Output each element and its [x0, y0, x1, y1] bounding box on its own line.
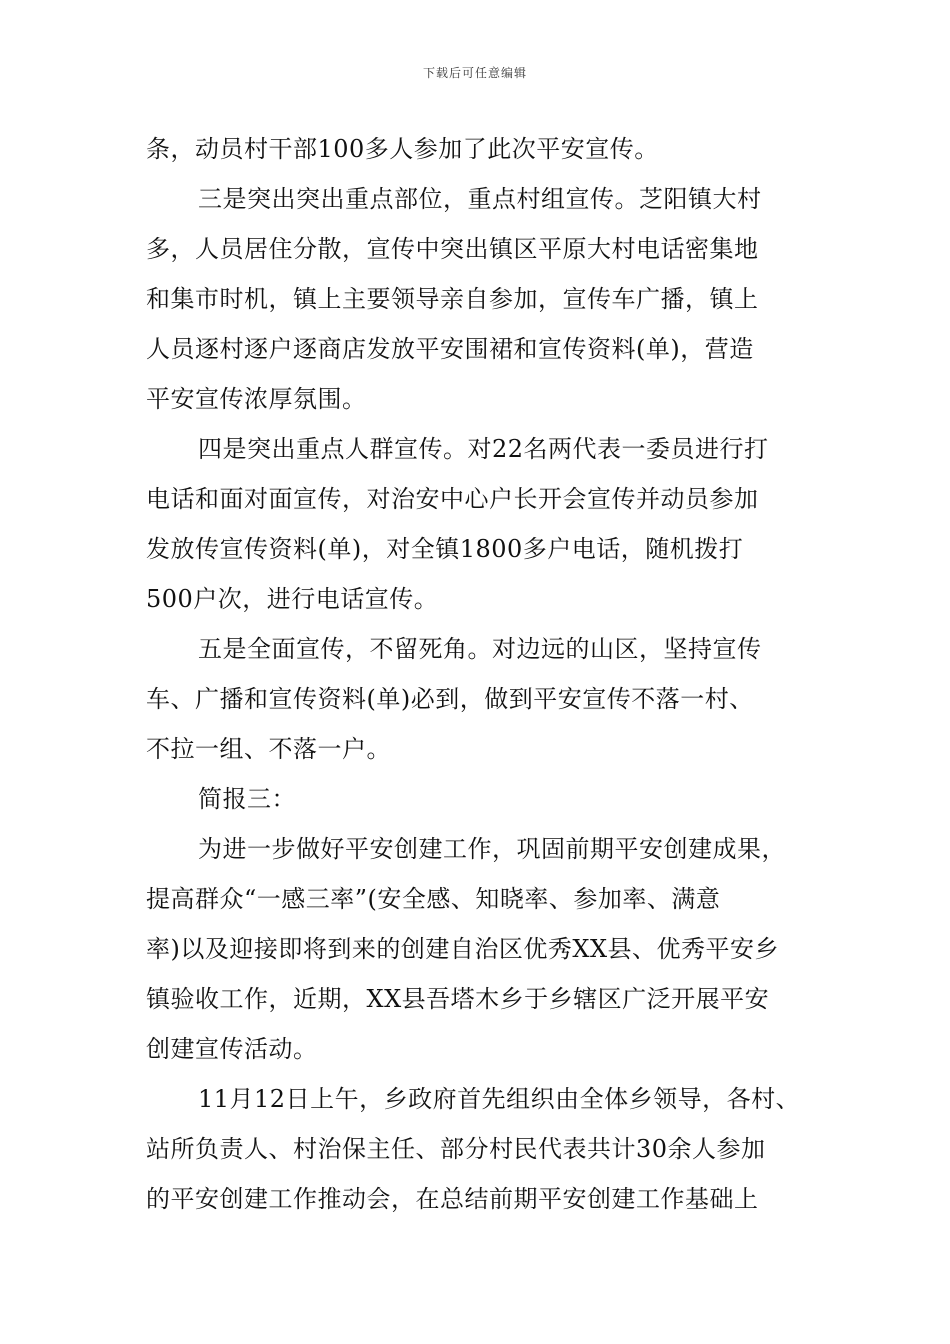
text-line: 五是全面宣传，不留死角。对边远的山区，坚持宣传: [198, 635, 762, 663]
paragraph: [146, 774, 826, 824]
text-line: 条，动员村干部100多人参加了此次平安宣传。: [146, 135, 659, 163]
paragraph: [146, 124, 826, 174]
page-header-note: 下载后可任意编辑: [422, 66, 527, 80]
paragraph: [146, 824, 826, 1074]
paragraph: [146, 624, 826, 774]
text-line: 创建宣传活动。: [146, 1035, 318, 1063]
text-line: 简报三：: [198, 785, 296, 813]
paragraph: [146, 424, 826, 624]
text-line: 人员逐村逐户逐商店发放平安围裙和宣传资料(单)，营造: [146, 335, 754, 363]
text-line: 四是突出重点人群宣传。对22名两代表一委员进行打: [198, 435, 769, 463]
text-line: 镇验收工作，近期，XX县吾塔木乡于乡辖区广泛开展平安: [146, 985, 770, 1013]
text-line: 500户次，进行电话宣传。: [146, 585, 439, 613]
document-body: [146, 124, 826, 1224]
text-line: 为进一步做好平安创建工作，巩固前期平安创建成果，: [198, 835, 786, 863]
text-line: 11月12日上午，乡政府首先组织由全体乡领导，各村、: [198, 1085, 801, 1113]
text-line: 多，人员居住分散，宣传中突出镇区平原大村电话密集地: [146, 235, 759, 263]
text-line: 提高群众“一感三率”(安全感、知晓率、参加率、满意: [146, 885, 721, 913]
text-line: 三是突出突出重点部位，重点村组宣传。芝阳镇大村: [198, 185, 762, 213]
text-line: 发放传宣传资料(单)，对全镇1800多户电话，随机拨打: [146, 535, 744, 563]
text-line: 平安宣传浓厚氛围。: [146, 385, 367, 413]
text-line: 车、广播和宣传资料(单)必到，做到平安宣传不落一村、: [146, 685, 754, 713]
text-line: 不拉一组、不落一户。: [146, 735, 391, 763]
text-line: 站所负责人、村治保主任、部分村民代表共计30余人参加: [146, 1135, 766, 1163]
text-line: 率)以及迎接即将到来的创建自治区优秀XX县、优秀平安乡: [146, 935, 780, 963]
text-line: 和集市时机，镇上主要领导亲自参加，宣传车广播，镇上: [146, 285, 759, 313]
text-line: 电话和面对面宣传，对治安中心户长开会宣传并动员参加: [146, 485, 759, 513]
text-line: 的平安创建工作推动会，在总结前期平安创建工作基础上: [146, 1185, 759, 1213]
paragraph: [146, 1074, 826, 1224]
paragraph: [146, 174, 826, 424]
